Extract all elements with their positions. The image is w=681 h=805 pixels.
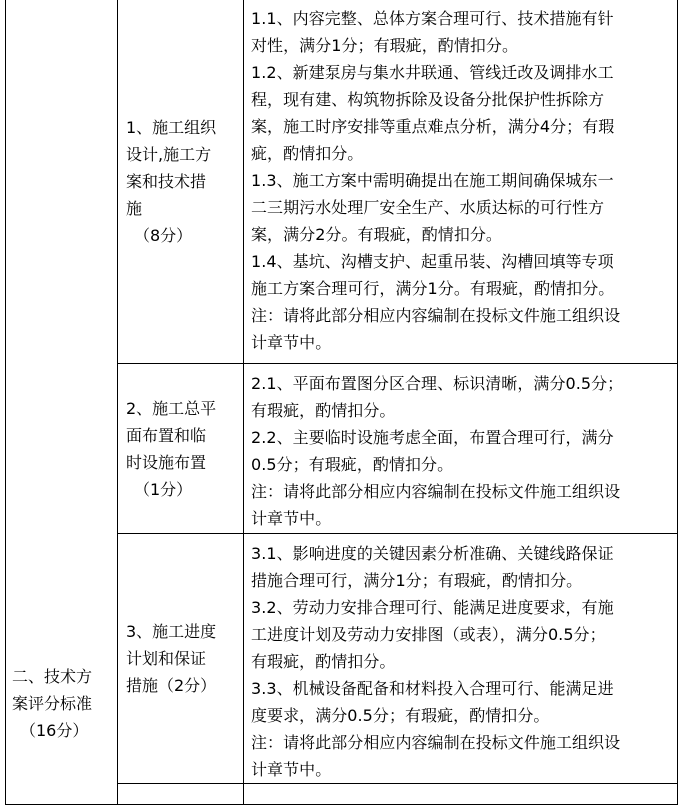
section-3-title-cell: [118, 534, 244, 784]
section-1-score: （8分）: [134, 225, 193, 245]
next-section-content-cell: [244, 784, 678, 805]
section-1-title: 1、施工组织 设计,施工方 案和技术措 施: [126, 117, 217, 218]
category-cell: [6, 0, 118, 805]
next-section-title-cell: [118, 784, 244, 805]
section-1-item-2: 1.2、新建泵房与集水井联通、管线迁改及调排水工 程，现有建、构筑物拆除及设备分批保护性拆除方 案，施工时序安排等重点难点分析，满分4分；有瑕 疵，酌情扣分。: [251, 63, 615, 163]
scoring-criteria-table: [5, 0, 678, 805]
section-3-content-cell: [244, 534, 678, 784]
section-2-note: 注：请将此部分相应内容编制在投标文件施工组织设 计章节中。: [251, 482, 621, 528]
section-1-content-cell: [244, 0, 678, 364]
section-2-title: 2、施工总平 面布置和临 时设施布置: [126, 398, 217, 472]
section-1-item-4: 1.4、基坑、沟槽支护、起重吊装、沟槽回填等专项 施工方案合理可行，满分1分。有瑕疵，酌情扣分。: [251, 252, 615, 298]
section-1-item-3: 1.3、施工方案中需明确提出在施工期间确保城东一 二三期污水处理厂安全生产、水质达标的可行性方 案，满分2分。有瑕疵，酌情扣分。: [251, 171, 614, 244]
category-score: （16分）: [20, 721, 89, 740]
section-3-item-3: 3.3、机械设备配备和材料投入合理可行、能满足进 度要求，满分0.5分；有瑕疵，酌情扣分。: [251, 679, 614, 725]
section-3-item-1: 3.1、影响进度的关键因素分析准确、关键线路保证 措施合理可行，满分1分；有瑕疵，酌情扣分。: [251, 544, 614, 590]
category-title: 二、技术方 案评分标准: [12, 667, 93, 713]
table-row: [6, 0, 678, 364]
section-2-score: （1分）: [134, 479, 193, 499]
section-2-item-1: 2.1、平面布置图分区合理、标识清晰，满分0.5分； 有瑕疵，酌情扣分。: [251, 374, 624, 420]
section-1-title-cell: [118, 0, 244, 364]
section-2-title-cell: [118, 364, 244, 534]
section-1-item-1: 1.1、内容完整、总体方案合理可行、技术措施有针 对性，满分1分；有瑕疵，酌情扣分。: [251, 9, 614, 55]
section-1-note: 注：请将此部分相应内容编制在投标文件施工组织设 计章节中。: [251, 306, 621, 352]
section-3-title: 3、施工进度 计划和保证 措施（2分）: [126, 622, 217, 695]
section-2-item-2: 2.2、主要临时设施考虑全面，布置合理可行，满分 0.5分；有瑕疵，酌情扣分。: [251, 428, 614, 474]
section-3-note: 注：请将此部分相应内容编制在投标文件施工组织设 计章节中。: [251, 733, 621, 779]
section-2-content-cell: [244, 364, 678, 534]
section-3-item-2: 3.2、劳动力安排合理可行、能满足进度要求，有施 工进度计划及劳动力安排图（或表），满分0.5分； 有瑕疵，酌情扣分。: [251, 598, 614, 671]
